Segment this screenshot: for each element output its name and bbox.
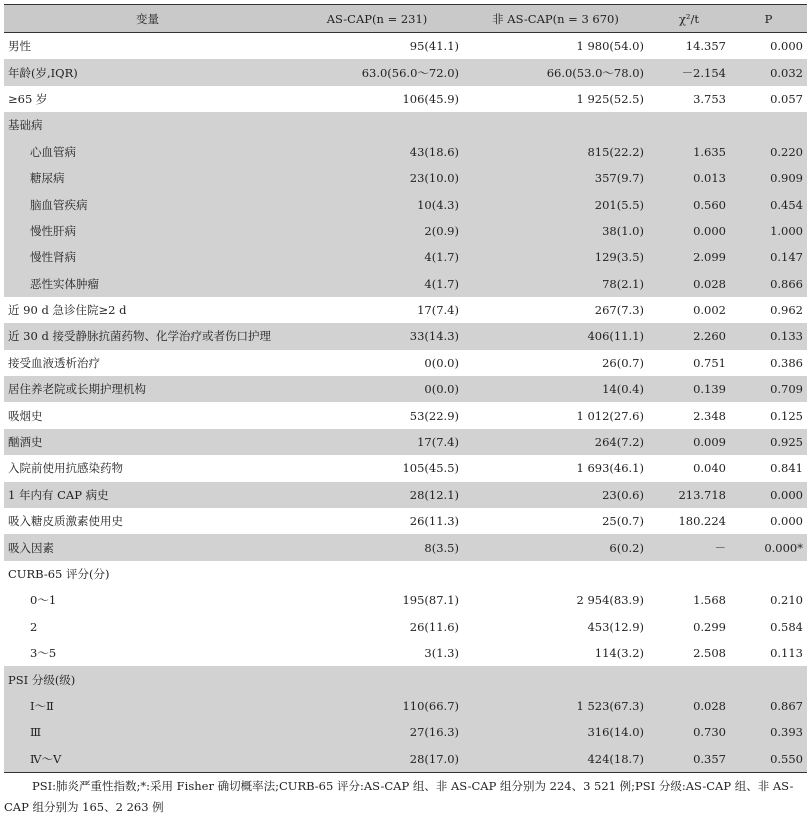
table-row [4,376,807,402]
table-row [4,561,807,587]
p-value: 0.147 [730,244,807,270]
non-as-cap-value: 267(7.3) [594,303,644,318]
non-as-cap-value: 25(0.7) [602,514,644,529]
p-value: 0.925 [730,429,807,455]
non-as-cap-value: 2 954(83.9) [576,593,644,608]
non-as-cap-value: 78(2.1) [463,271,648,297]
as-cap-value: 4(1.7) [291,244,463,270]
row-label: 心血管病 [4,139,291,165]
chi-t-value: 14.357 [685,39,726,54]
non-as-cap-value [463,666,648,692]
row-label: 基础病 [4,112,291,138]
table-footnote [4,776,807,818]
table-row [4,271,807,297]
chi-t-value: 0.013 [648,165,730,191]
table-header [4,5,807,33]
as-cap-value: 95(41.1) [409,39,459,54]
row-label: 恶性实体肿瘤 [4,271,291,297]
chi-t-value [648,666,730,692]
chi-t-value: 2.508 [693,646,726,661]
row-label: 慢性肝病 [4,218,291,244]
p-value: 0.000 [730,482,807,508]
chi-t-value [648,561,730,587]
row-label: 近 30 d 接受静脉抗菌药物、化学治疗或者伤口护理 [4,323,291,349]
table-row [4,455,807,481]
row-label: 3～5 [30,646,57,661]
non-as-cap-value: 114(3.2) [594,646,644,661]
chi-t-value: 0.560 [648,191,730,217]
as-cap-value: 3(1.3) [424,646,459,661]
as-cap-value: 28(17.0) [291,746,463,773]
table-body [4,33,807,773]
as-cap-value: 23(10.0) [291,165,463,191]
non-as-cap-value: 1 523(67.3) [463,693,648,719]
row-label: 糖尿病 [4,165,291,191]
table-row [4,534,807,560]
table-row [4,402,807,428]
non-as-cap-value: 1 693(46.1) [576,461,644,476]
row-label: 吸烟史 [8,408,43,423]
row-label: CURB-65 评分(分) [8,567,110,581]
as-cap-value: 27(16.3) [291,719,463,745]
non-as-cap-value: 815(22.2) [463,139,648,165]
p-value: 0.841 [770,461,803,476]
p-value: 0.210 [770,593,803,608]
chi-t-value: 213.718 [648,482,730,508]
table-row [4,165,807,191]
p-value: 0.454 [730,191,807,217]
row-label: PSI 分级(级) [4,666,291,692]
as-cap-value: 8(3.5) [291,534,463,560]
chi-t-value: 0.009 [648,429,730,455]
table-row [4,86,807,112]
table-row [4,587,807,613]
as-cap-value: 4(1.7) [291,271,463,297]
non-as-cap-value: 66.0(53.0～78.0) [463,59,648,85]
as-cap-value: 105(45.5) [402,461,459,476]
as-cap-value [291,666,463,692]
p-value: 0.962 [770,303,803,318]
header-non-as-cap: 非 AS-CAP(n = 3 670) [463,5,648,33]
as-cap-value [291,112,463,138]
table-row [4,508,807,534]
baseline-characteristics-table [4,4,807,773]
non-as-cap-value: 406(11.1) [463,323,648,349]
table-row [4,482,807,508]
as-cap-value: 26(11.3) [409,514,459,529]
non-as-cap-value: 357(9.7) [463,165,648,191]
table-row [4,323,807,349]
p-value: 0.550 [730,746,807,773]
row-label: 0～1 [30,593,57,608]
as-cap-value: 63.0(56.0～72.0) [291,59,463,85]
chi-t-value: 0.002 [693,303,726,318]
chi-t-value: 0.139 [648,376,730,402]
as-cap-value: 53(22.9) [409,408,459,423]
table-row [4,112,807,138]
as-cap-value: 43(18.6) [291,139,463,165]
chi-t-value: 0.040 [693,461,726,476]
as-cap-value: 10(4.3) [291,191,463,217]
p-value: 0.125 [770,408,803,423]
non-as-cap-value: 264(7.2) [463,429,648,455]
p-value: 0.113 [770,646,803,661]
row-label: 吸入糖皮质激素使用史 [8,514,123,529]
row-label: 脑血管疾病 [4,191,291,217]
as-cap-value: 17(7.4) [417,303,459,318]
non-as-cap-value: 38(1.0) [463,218,648,244]
table-row [4,429,807,455]
p-value: 0.386 [770,355,803,370]
row-label: 酗酒史 [4,429,291,455]
non-as-cap-value: 23(0.6) [463,482,648,508]
p-value: 0.909 [730,165,807,191]
table-row [4,218,807,244]
non-as-cap-value: 453(12.9) [587,619,644,634]
table-row [4,244,807,270]
p-value [730,561,807,587]
p-value: 0.220 [730,139,807,165]
table-row [4,693,807,719]
as-cap-value: 26(11.6) [409,619,459,634]
chi-t-value: 0.028 [648,271,730,297]
header-chi-t: χ²/t [648,5,730,33]
non-as-cap-value [463,561,648,587]
chi-t-value: 0.000 [648,218,730,244]
table-row [4,350,807,376]
row-label: 男性 [8,39,31,54]
row-label: Ⅰ～Ⅱ [4,693,291,719]
chi-t-value: 2.348 [693,408,726,423]
non-as-cap-value: 26(0.7) [602,355,644,370]
chi-t-value: － [648,534,730,560]
non-as-cap-value: 424(18.7) [463,746,648,773]
row-label: 1 年内有 CAP 病史 [4,482,291,508]
as-cap-value: 0(0.0) [291,376,463,402]
table-row [4,666,807,692]
table-row [4,297,807,323]
row-label: 近 90 d 急诊住院≥2 d [8,303,127,318]
as-cap-value [291,561,463,587]
header-variable: 变量 [4,5,291,33]
chi-t-value: 1.568 [693,593,726,608]
chi-t-value: 3.753 [693,91,726,106]
non-as-cap-value: 6(0.2) [463,534,648,560]
row-label: 入院前使用抗感染药物 [8,461,123,476]
p-value: 0.584 [770,619,803,634]
as-cap-value: 28(12.1) [291,482,463,508]
non-as-cap-value: 129(3.5) [463,244,648,270]
row-label: 居住养老院或长期护理机构 [4,376,291,402]
chi-t-value: 0.357 [648,746,730,773]
table-row [4,614,807,640]
p-value: 0.866 [730,271,807,297]
table-row [4,640,807,666]
as-cap-value: 0(0.0) [424,355,459,370]
p-value: 0.000 [770,39,803,54]
chi-t-value: 0.028 [648,693,730,719]
p-value: 0.000 [770,514,803,529]
chi-t-value: 0.299 [693,619,726,634]
chi-t-value: 1.635 [648,139,730,165]
table-row [4,139,807,165]
row-label: 年龄(岁,IQR) [4,59,291,85]
header-row [4,5,807,33]
table-row [4,746,807,773]
p-value: 0.133 [730,323,807,349]
p-value: 0.393 [730,719,807,745]
p-value: 0.709 [730,376,807,402]
row-label: 吸入因素 [4,534,291,560]
table-row [4,59,807,85]
header-as-cap: AS-CAP(n = 231) [291,5,463,33]
p-value: 0.867 [730,693,807,719]
p-value: 0.057 [770,91,803,106]
p-value [730,112,807,138]
row-label: ≥65 岁 [8,91,48,106]
as-cap-value: 2(0.9) [291,218,463,244]
table-row [4,33,807,60]
footnote-text: PSI:肺炎严重性指数;*:采用 Fisher 确切概率法;CURB-65 评分:AS-CAP 组、非 AS-CAP 组分别为 224、3 521 例;PSI 分级:AS-CAP 组、非 AS-CAP 组分别为 165、2 263 例 [4,779,794,814]
as-cap-value: 195(87.1) [402,593,459,608]
row-label: 2 [30,619,38,634]
as-cap-value: 33(14.3) [291,323,463,349]
chi-t-value: 2.260 [648,323,730,349]
non-as-cap-value: 316(14.0) [463,719,648,745]
p-value: 0.032 [730,59,807,85]
non-as-cap-value [463,112,648,138]
as-cap-value: 17(7.4) [291,429,463,455]
non-as-cap-value: 1 012(27.6) [576,408,644,423]
chi-t-value [648,112,730,138]
header-p: P [730,5,807,33]
row-label: Ⅳ～Ⅴ [4,746,291,773]
row-label: Ⅲ [4,719,291,745]
chi-t-value: 0.751 [693,355,726,370]
row-label: 接受血液透析治疗 [8,355,100,370]
p-value: 0.000* [730,534,807,560]
non-as-cap-value: 1 925(52.5) [576,91,644,106]
as-cap-value: 106(45.9) [402,91,459,106]
chi-t-value: 2.099 [648,244,730,270]
non-as-cap-value: 201(5.5) [463,191,648,217]
chi-t-value: 0.730 [648,719,730,745]
chi-t-value: 180.224 [678,514,726,529]
non-as-cap-value: 1 980(54.0) [576,39,644,54]
p-value [730,666,807,692]
as-cap-value: 110(66.7) [291,693,463,719]
p-value: 1.000 [730,218,807,244]
table-row [4,191,807,217]
chi-t-value: －2.154 [648,59,730,85]
non-as-cap-value: 14(0.4) [463,376,648,402]
row-label: 慢性肾病 [4,244,291,270]
table-row [4,719,807,745]
